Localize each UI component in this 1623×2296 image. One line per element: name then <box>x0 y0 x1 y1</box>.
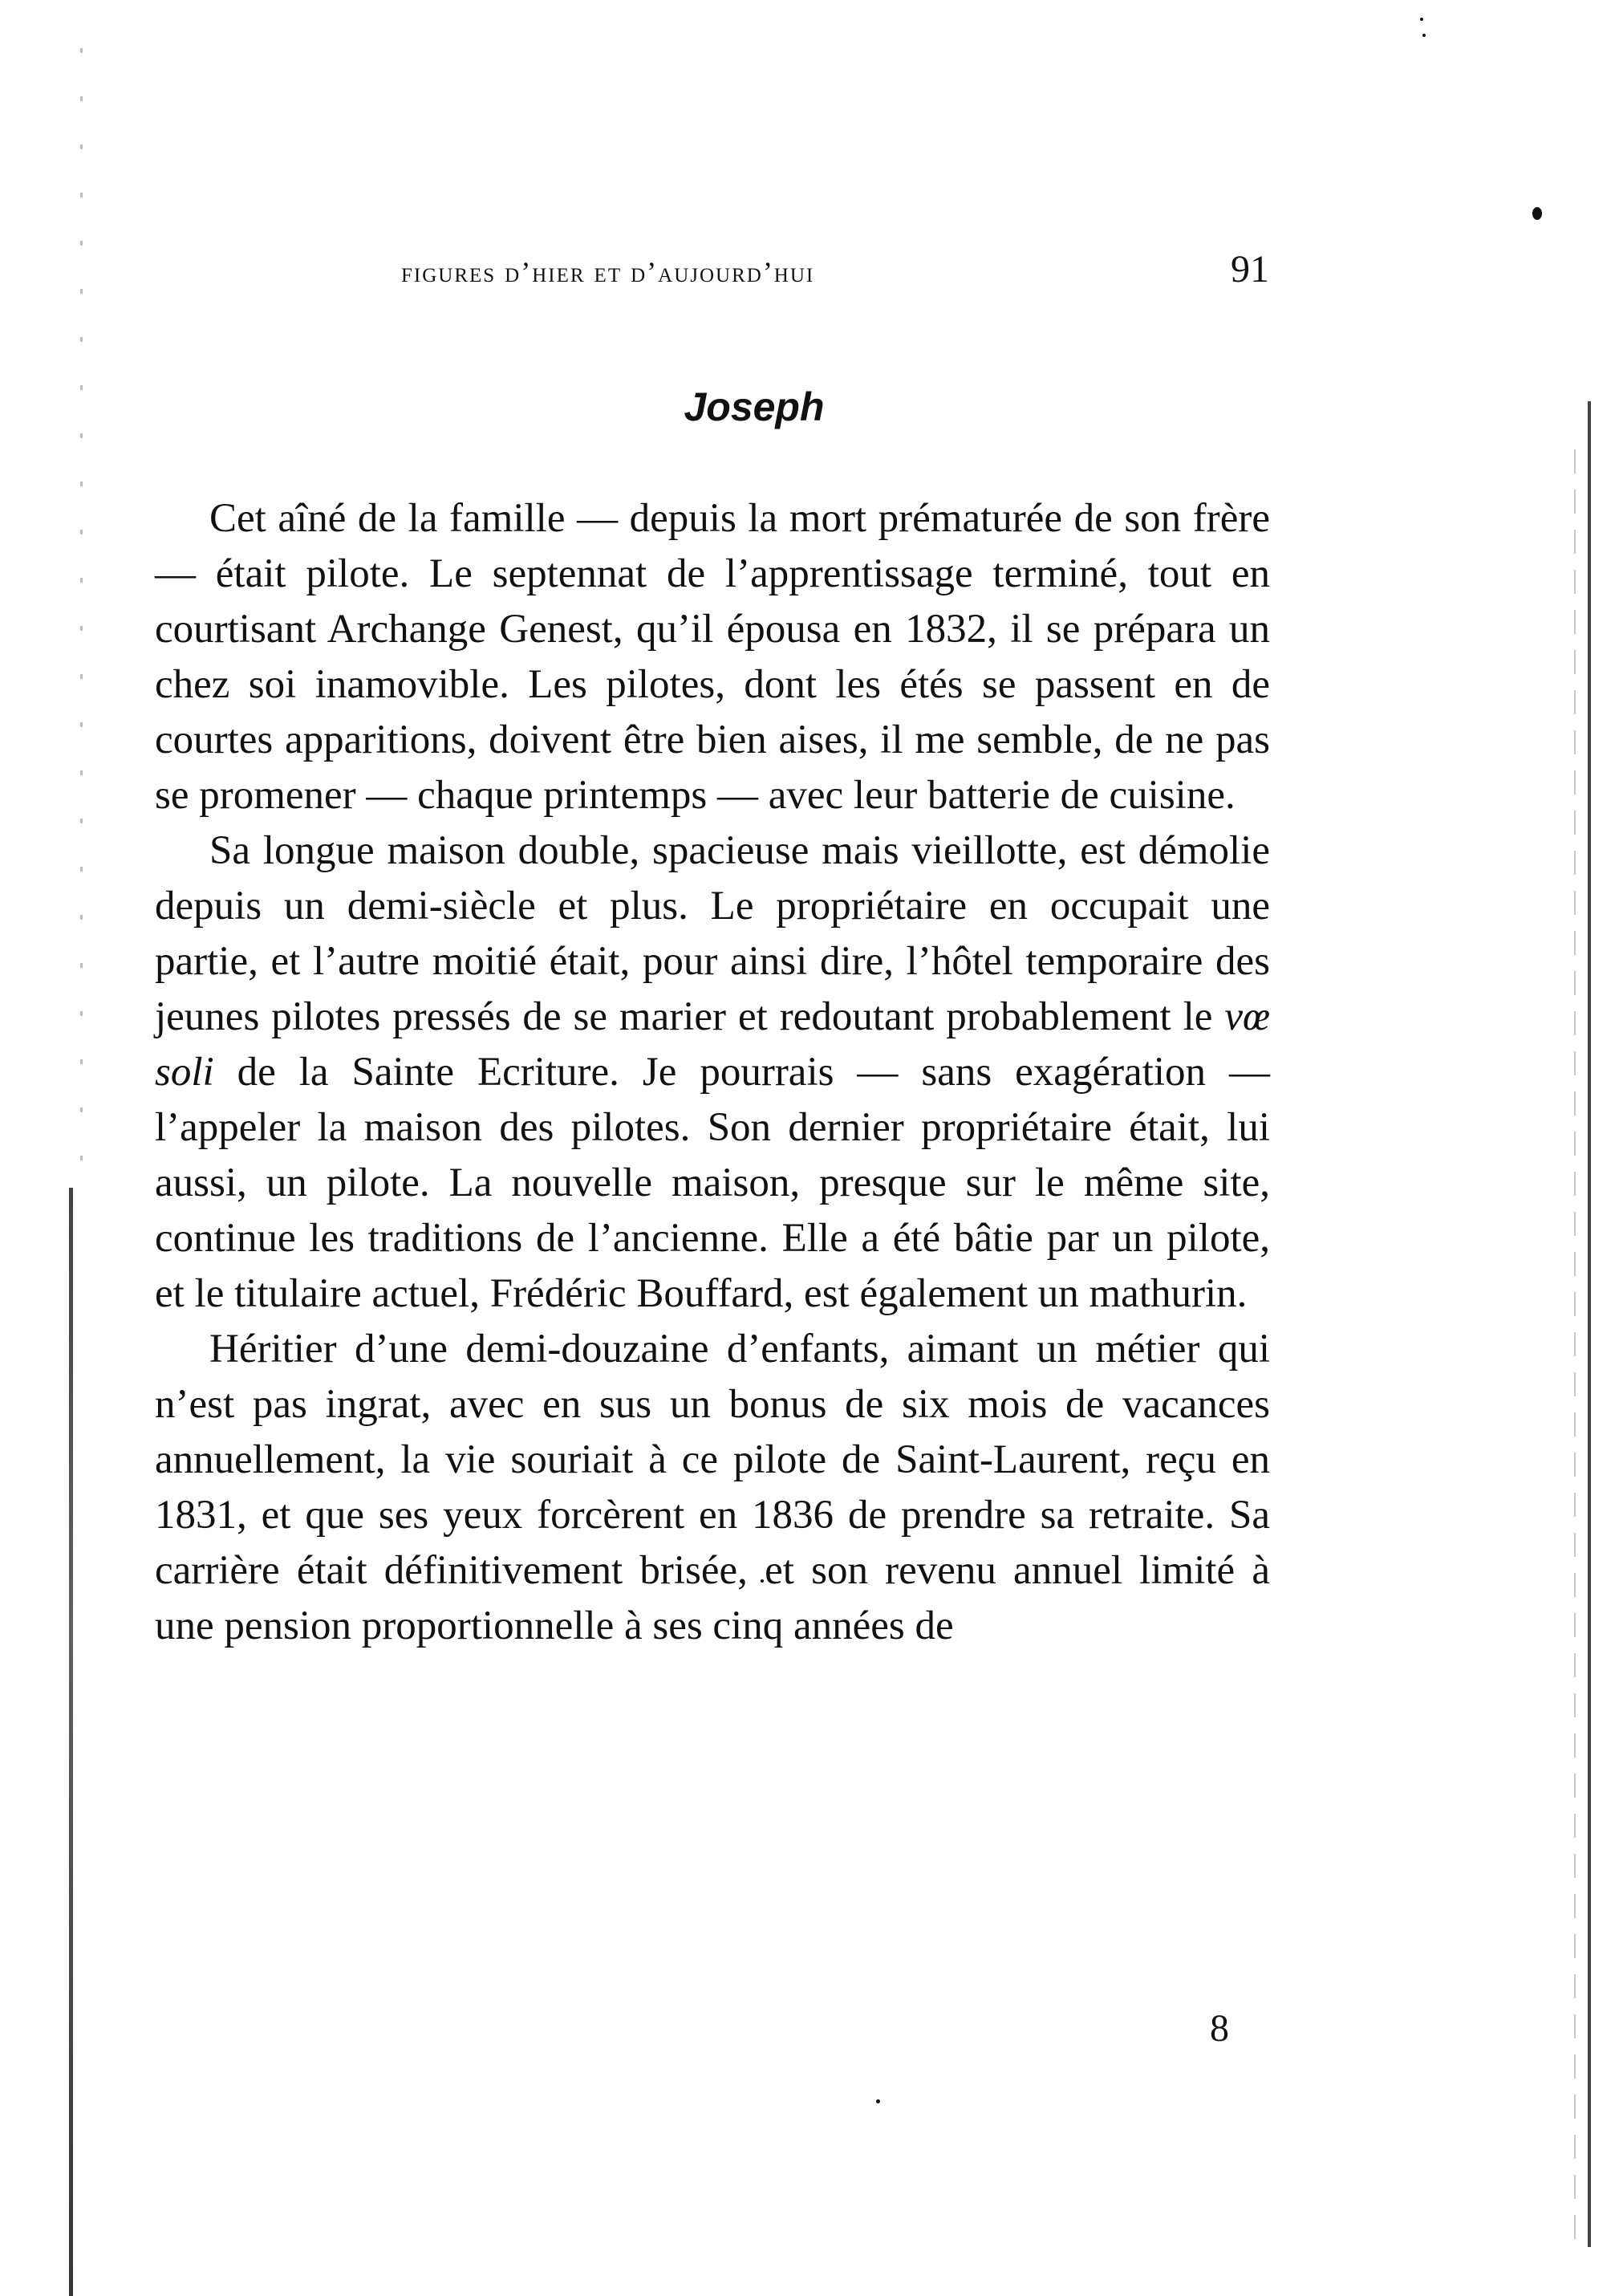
signature-mark: 8 <box>1210 2007 1229 2050</box>
paragraph-2-part-2: de la Sainte Ecriture. Je pourrais — sans exagération — l’appeler la maison des pilotes. Son dernier propriétaire était, lui aussi, un pilote. La nouvelle maison, presque sur le même site, continue les traditions de l’ancienne. Elle a été bâtie par un pilote, et le titulaire actuel, Frédéric Bouffard, est également un mathurin. <box>155 1050 1270 1316</box>
binding-shadow <box>69 1188 73 2296</box>
running-head: figures d’hier et d’aujourd’hui <box>401 256 815 288</box>
page-edge-artifact <box>1574 449 1576 2247</box>
ink-speck <box>1420 18 1423 21</box>
ink-speck <box>1422 34 1426 37</box>
section-title: Joseph <box>684 384 825 429</box>
paragraph-1: Cet aîné de la famille — depuis la mort prématurée de son frère — était pilote. Le septennat de l’apprentissage terminé, tout en courtisant Archange Genest, qu’il épousa en 1832, il se prépara un chez soi inamovible. Les pilotes, dont les étés se passent en de courtes apparitions, doivent être bien aises, il me semble, de ne pas se promener — chaque printemps — avec leur batterie de cuisine. <box>155 496 1270 818</box>
paragraph-2 <box>155 823 1270 1322</box>
body-text <box>155 491 1270 1654</box>
page-edge-line <box>1588 401 1591 2247</box>
page-number: 91 <box>1231 248 1269 291</box>
ink-speck <box>1532 207 1542 220</box>
scan-edge-artifact <box>80 48 83 1172</box>
paragraph-2-part-1: Sa longue maison double, spacieuse mais vieillotte, est démolie depuis un demi-siècle et plus. Le propriétaire en occupait une partie, et l’autre moitié était, pour ainsi dire, l’hôtel temporaire des jeunes pilotes pressés de se marier et redoutant probablement le <box>155 828 1270 1039</box>
ink-speck <box>876 2099 880 2103</box>
paragraph-3: Héritier d’une demi-douzaine d’enfants, aimant un métier qui n’est pas ingrat, avec en sus un bonus de six mois de vacances annuellement, la vie souriait à ce pilote de Saint-Laurent, reçu en 1831, et que ses yeux forcèrent en 1836 de prendre sa retraite. Sa carrière était définitivement brisée, et son revenu annuel limité à une pension proportionnelle à ses cinq années de <box>155 1327 1270 1648</box>
latin-phrase: vœ soli <box>155 994 1270 1095</box>
